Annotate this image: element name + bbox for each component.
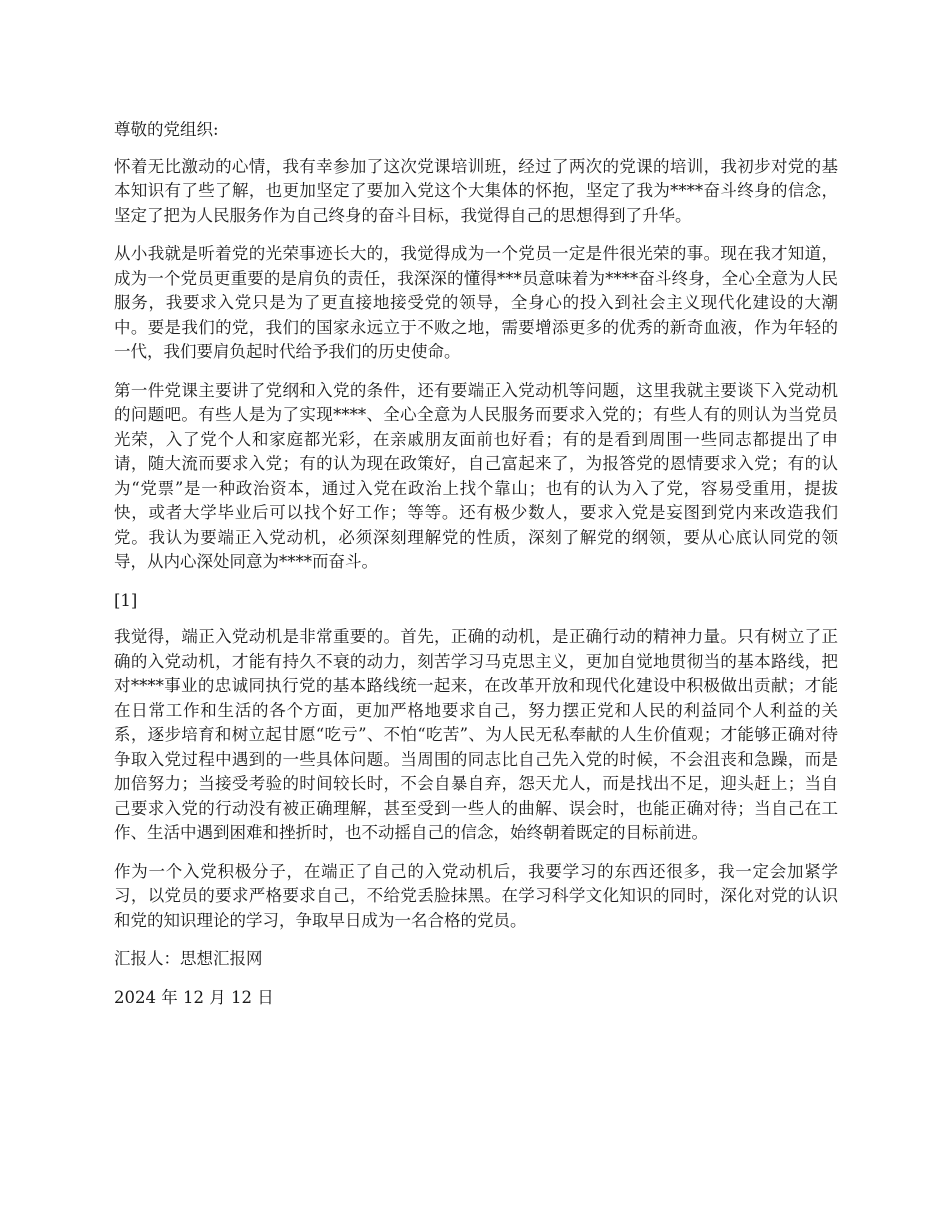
paragraph: 我觉得，端正入党动机是非常重要的。首先，正确的动机，是正确行动的精神力量。只有树立了正确的入党动机，才能有持久不衰的动力，刻苦学习马克思主义，更加自觉地贯彻当的基本路线，把对****事业的忠诚同执行党的基本路线统一起来，在改革开放和现代化建设中积极做出贡献；才能在日常工作和生活的各个方面，更加严格地要求自己，努力摆正党和人民的利益同个人利益的关系，逐步培育和树立起甘愿“吃亏”、不怕“吃苦”、为人民无私奉献的人生价值观；才能够正确对待争取入党过程中遇到的一些具体问题。当周围的同志比自己先入党的时候，不会沮丧和急躁，而是加倍努力；当接受考验的时间较长时，不会自暴自弃，怨天尤人，而是找出不足，迎头赶上；当自己要求入党的行动没有被正确理解，甚至受到一些人的曲解、误会时，也能正确对待；当自己在工作、生活中遇到困难和挫折时，也不动摇自己的信念，始终朝着既定的目标前进。: [114, 627, 838, 842]
signature: 汇报人：思想汇报网: [114, 949, 263, 968]
paragraph: 第一件党课主要讲了党纲和入党的条件，还有要端正入党动机等问题，这里我就主要谈下入党动机的问题吧。有些人是为了实现****、全心全意为人民服务而要求入党的；有些人有的则认为当党员光荣，入了党个人和家庭都光彩，在亲戚朋友面前也好看；有的是看到周围一些同志都提出了申请，随大流而要求入党；有的认为现在政策好，自己富起来了，为报答党的恩情要求入党；有的认为“党票”是一种政治资本，通过入党在政治上找个靠山；也有的认为入了党，容易受重用，提拔快，或者大学毕业后可以找个好工作；等等。还有极少数人，要求入党是妄图到党内来改造我们党。我认为要端正入党动机，必须深刻理解党的性质，深刻了解党的纲领，要从心底认同党的领导，从内心深处同意为****而奋斗。: [114, 380, 838, 571]
date: 2024 年 12 月 12 日: [114, 987, 274, 1007]
paragraph: 作为一个入党积极分子，在端正了自己的入党动机后，我要学习的东西还很多，我一定会加紧学习，以党员的要求严格要求自己，不给党丢脸抹黑。在学习科学文化知识的同时，深化对党的认识和党的知识理论的学习，争取早日成为一名合格的党员。: [114, 861, 838, 930]
reference-marker: [1]: [114, 590, 138, 610]
paragraph: 怀着无比激动的心情，我有幸参加了这次党课培训班，经过了两次的党课的培训，我初步对党的基本知识有了些了解，也更加坚定了要加入党这个大集体的怀抱，坚定了我为****奋斗终身的信念，坚定了把为人民服务作为自己终身的奋斗目标，我觉得自己的思想得到了升华。: [114, 156, 838, 225]
salutation: 尊敬的党组织:: [114, 120, 219, 139]
paragraph: 从小我就是听着党的光荣事迹长大的，我觉得成为一个党员一定是件很光荣的事。现在我才知道，成为一个党员更重要的是肩负的责任，我深深的懂得***员意味着为****奋斗终身，全心全意为人民服务，我要求入党只是为了更直接地接受党的领导，全身心的投入到社会主义现代化建设的大潮中。要是我们的党，我们的国家永远立于不败之地，需要增添更多的优秀的新奇血液，作为年轻的一代，我们要肩负起时代给予我们的历史使命。: [114, 244, 838, 361]
document-page: [114, 118, 838, 1024]
